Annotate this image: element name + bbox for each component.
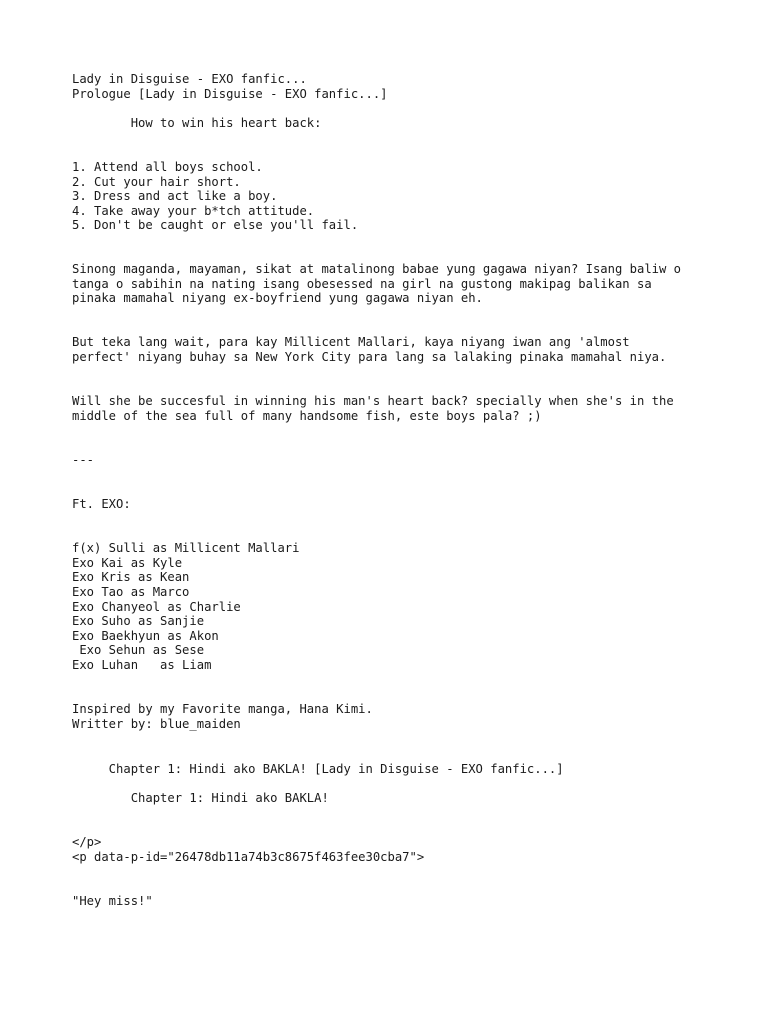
dialogue-line: "Hey miss!" [72,894,153,908]
paragraph-line: tanga o sabihin na nating isang obesessed na girl na gustong makipag balikan sa [72,277,652,291]
paragraph-line: Will she be succesful in winning his man's heart back? specially when she's in the [72,394,674,408]
cast-item: Exo Tao as Marco [72,585,190,599]
paragraph-line: Sinong maganda, mayaman, sikat at matalinong babae yung gagawa niyan? Isang baliw o [72,262,682,276]
list-item: 3. Dress and act like a boy. [72,189,278,203]
list-item: 2. Cut your hair short. [72,175,241,189]
paragraph-line: pinaka mamahal niyang ex-boyfriend yung gagawa niyan eh. [72,291,483,305]
section-divider: --- [72,453,95,467]
credits-line: Writter by: blue_maiden [72,717,241,731]
cast-item: Exo Suho as Sanjie [72,614,205,628]
chapter-heading-full: Chapter 1: Hindi ako BAKLA! [Lady in Disguise - EXO fanfic...] [72,762,564,776]
html-fragment: <p data-p-id="26478db11a74b3c8675f463fee30cba7"> [72,850,425,864]
html-fragment: </p> [72,835,102,849]
cast-item: Exo Sehun as Sese [72,643,205,657]
cast-item: Exo Kris as Kean [72,570,190,584]
list-item: 1. Attend all boys school. [72,160,263,174]
cast-heading: Ft. EXO: [72,497,131,511]
chapter-heading: Chapter 1: Hindi ako BAKLA! [72,791,329,805]
cast-item: Exo Baekhyun as Akon [72,629,219,643]
cast-item: Exo Kai as Kyle [72,556,183,570]
cast-item: Exo Chanyeol as Charlie [72,600,241,614]
cast-item: f(x) Sulli as Millicent Mallari [72,541,300,555]
paragraph-line: middle of the sea full of many handsome fish, este boys pala? ;) [72,409,542,423]
section-subheading: How to win his heart back: [72,116,322,130]
prologue-heading: Prologue [Lady in Disguise - EXO fanfic...] [72,87,388,101]
cast-item: Exo Luhan as Liam [72,658,212,672]
list-item: 5. Don't be caught or else you'll fail. [72,218,359,232]
document-title: Lady in Disguise - EXO fanfic... [72,72,307,86]
credits-line: Inspired by my Favorite manga, Hana Kimi. [72,702,373,716]
paragraph-line: perfect' niyang buhay sa New York City para lang sa lalaking pinaka mamahal niya. [72,350,667,364]
paragraph-line: But teka lang wait, para kay Millicent Mallari, kaya niyang iwan ang 'almost [72,335,630,349]
list-item: 4. Take away your b*tch attitude. [72,204,315,218]
